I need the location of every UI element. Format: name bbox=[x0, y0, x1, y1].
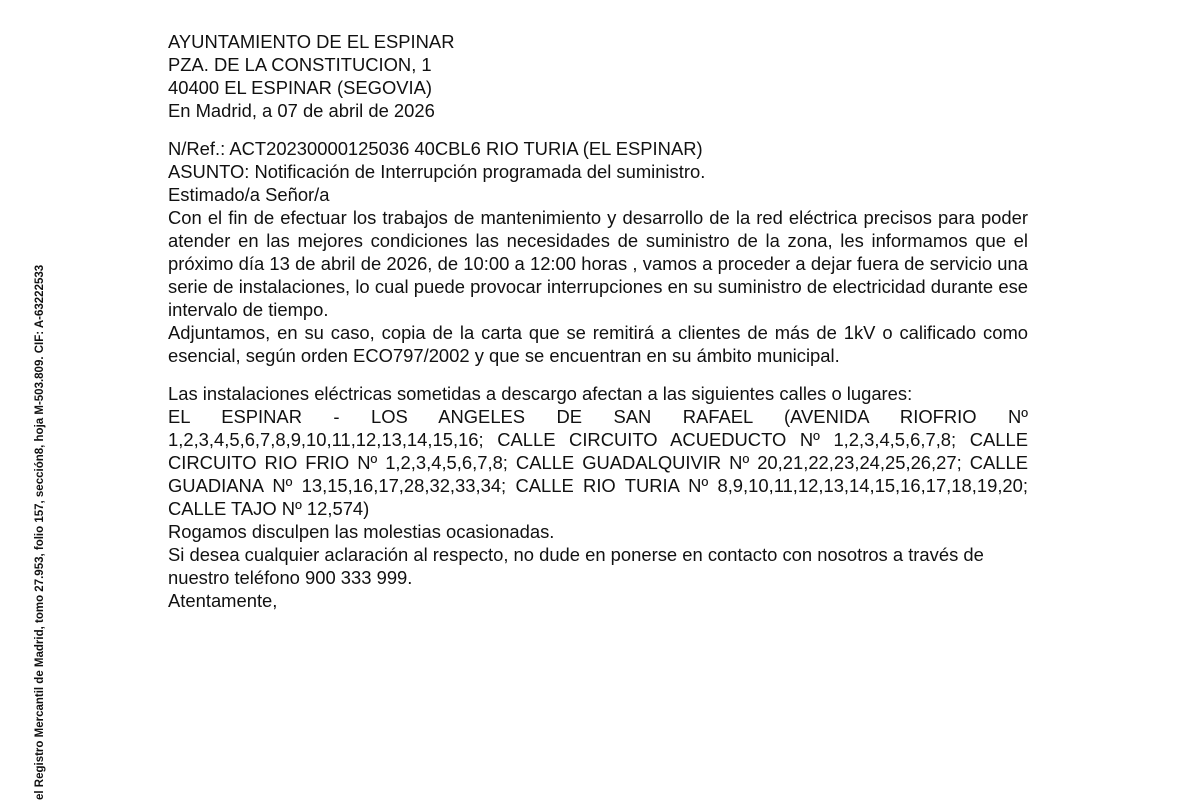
recipient-line-1: AYUNTAMIENTO DE EL ESPINAR bbox=[168, 31, 455, 52]
affected-streets-block bbox=[168, 382, 1028, 520]
streets-intro: Las instalaciones eléctricas sometidas a descargo afectan a las siguientes calles o lugares: bbox=[168, 383, 913, 404]
reference-block bbox=[168, 137, 1028, 183]
apology-line: Rogamos disculpen las molestias ocasionadas. bbox=[168, 521, 555, 542]
date-line: En Madrid, a 07 de abril de 2026 bbox=[168, 100, 435, 121]
closing-line: Atentamente, bbox=[168, 590, 278, 611]
recipient-address bbox=[168, 30, 1028, 99]
streets-list: EL ESPINAR - LOS ANGELES DE SAN RAFAEL (AVENIDA RIOFRIO Nº 1,2,3,4,5,6,7,8,9,10,11,12,13,14,15,16; CALLE CIRCUITO ACUEDUCTO Nº 1,2,3,4,5,6,7,8; CALLE CIRCUITO RIO FRIO Nº 1,2,3,4,5,6,7,8; CALLE GUADALQUIVIR Nº 20,21,22,23,24,25,26,27; CALLE GUADIANA Nº 13,15,16,17,28,32,33,34; CALLE RIO TURIA Nº 8,9,10,11,12,13,14,15,16,17,18,19,20; CALLE TAJO Nº 12,574) bbox=[168, 406, 1028, 519]
paragraph-maintenance: Con el fin de efectuar los trabajos de mantenimiento y desarrollo de la red eléctrica precisos para poder atender en las mejores condiciones las necesidades de suministro de la zona, les informamos que el próximo día 13 de abril de 2026, de 10:00 a 12:00 horas , vamos a proceder a dejar fuera de servicio una serie de instalaciones, lo cual puede provocar interrupciones en su suministro de electricidad durante ese intervalo de tiempo. bbox=[168, 207, 1028, 320]
subject-line: ASUNTO: Notificación de Interrupción programada del suministro. bbox=[168, 161, 706, 182]
registry-sidebar-text: el Registro Mercantil de Madrid, tomo 27.953, folio 157, sección8, hoja M-503.809. CIF: A-63222533 bbox=[34, 264, 46, 800]
contact-paragraph: Si desea cualquier aclaración al respecto, no dude en ponerse en contacto con nosotros a través de nuestro teléfono 900 333 999. bbox=[168, 544, 984, 588]
reference-number: N/Ref.: ACT20230000125036 40CBL6 RIO TURIA (EL ESPINAR) bbox=[168, 138, 703, 159]
paragraph-attachment: Adjuntamos, en su caso, copia de la carta que se remitirá a clientes de más de 1kV o calificado como esencial, según orden ECO797/2002 y que se encuentran en su ámbito municipal. bbox=[168, 322, 1028, 366]
letter-page bbox=[168, 30, 1028, 612]
recipient-line-2: PZA. DE LA CONSTITUCION, 1 bbox=[168, 54, 432, 75]
recipient-line-3: 40400 EL ESPINAR (SEGOVIA) bbox=[168, 77, 433, 98]
greeting: Estimado/a Señor/a bbox=[168, 184, 330, 205]
